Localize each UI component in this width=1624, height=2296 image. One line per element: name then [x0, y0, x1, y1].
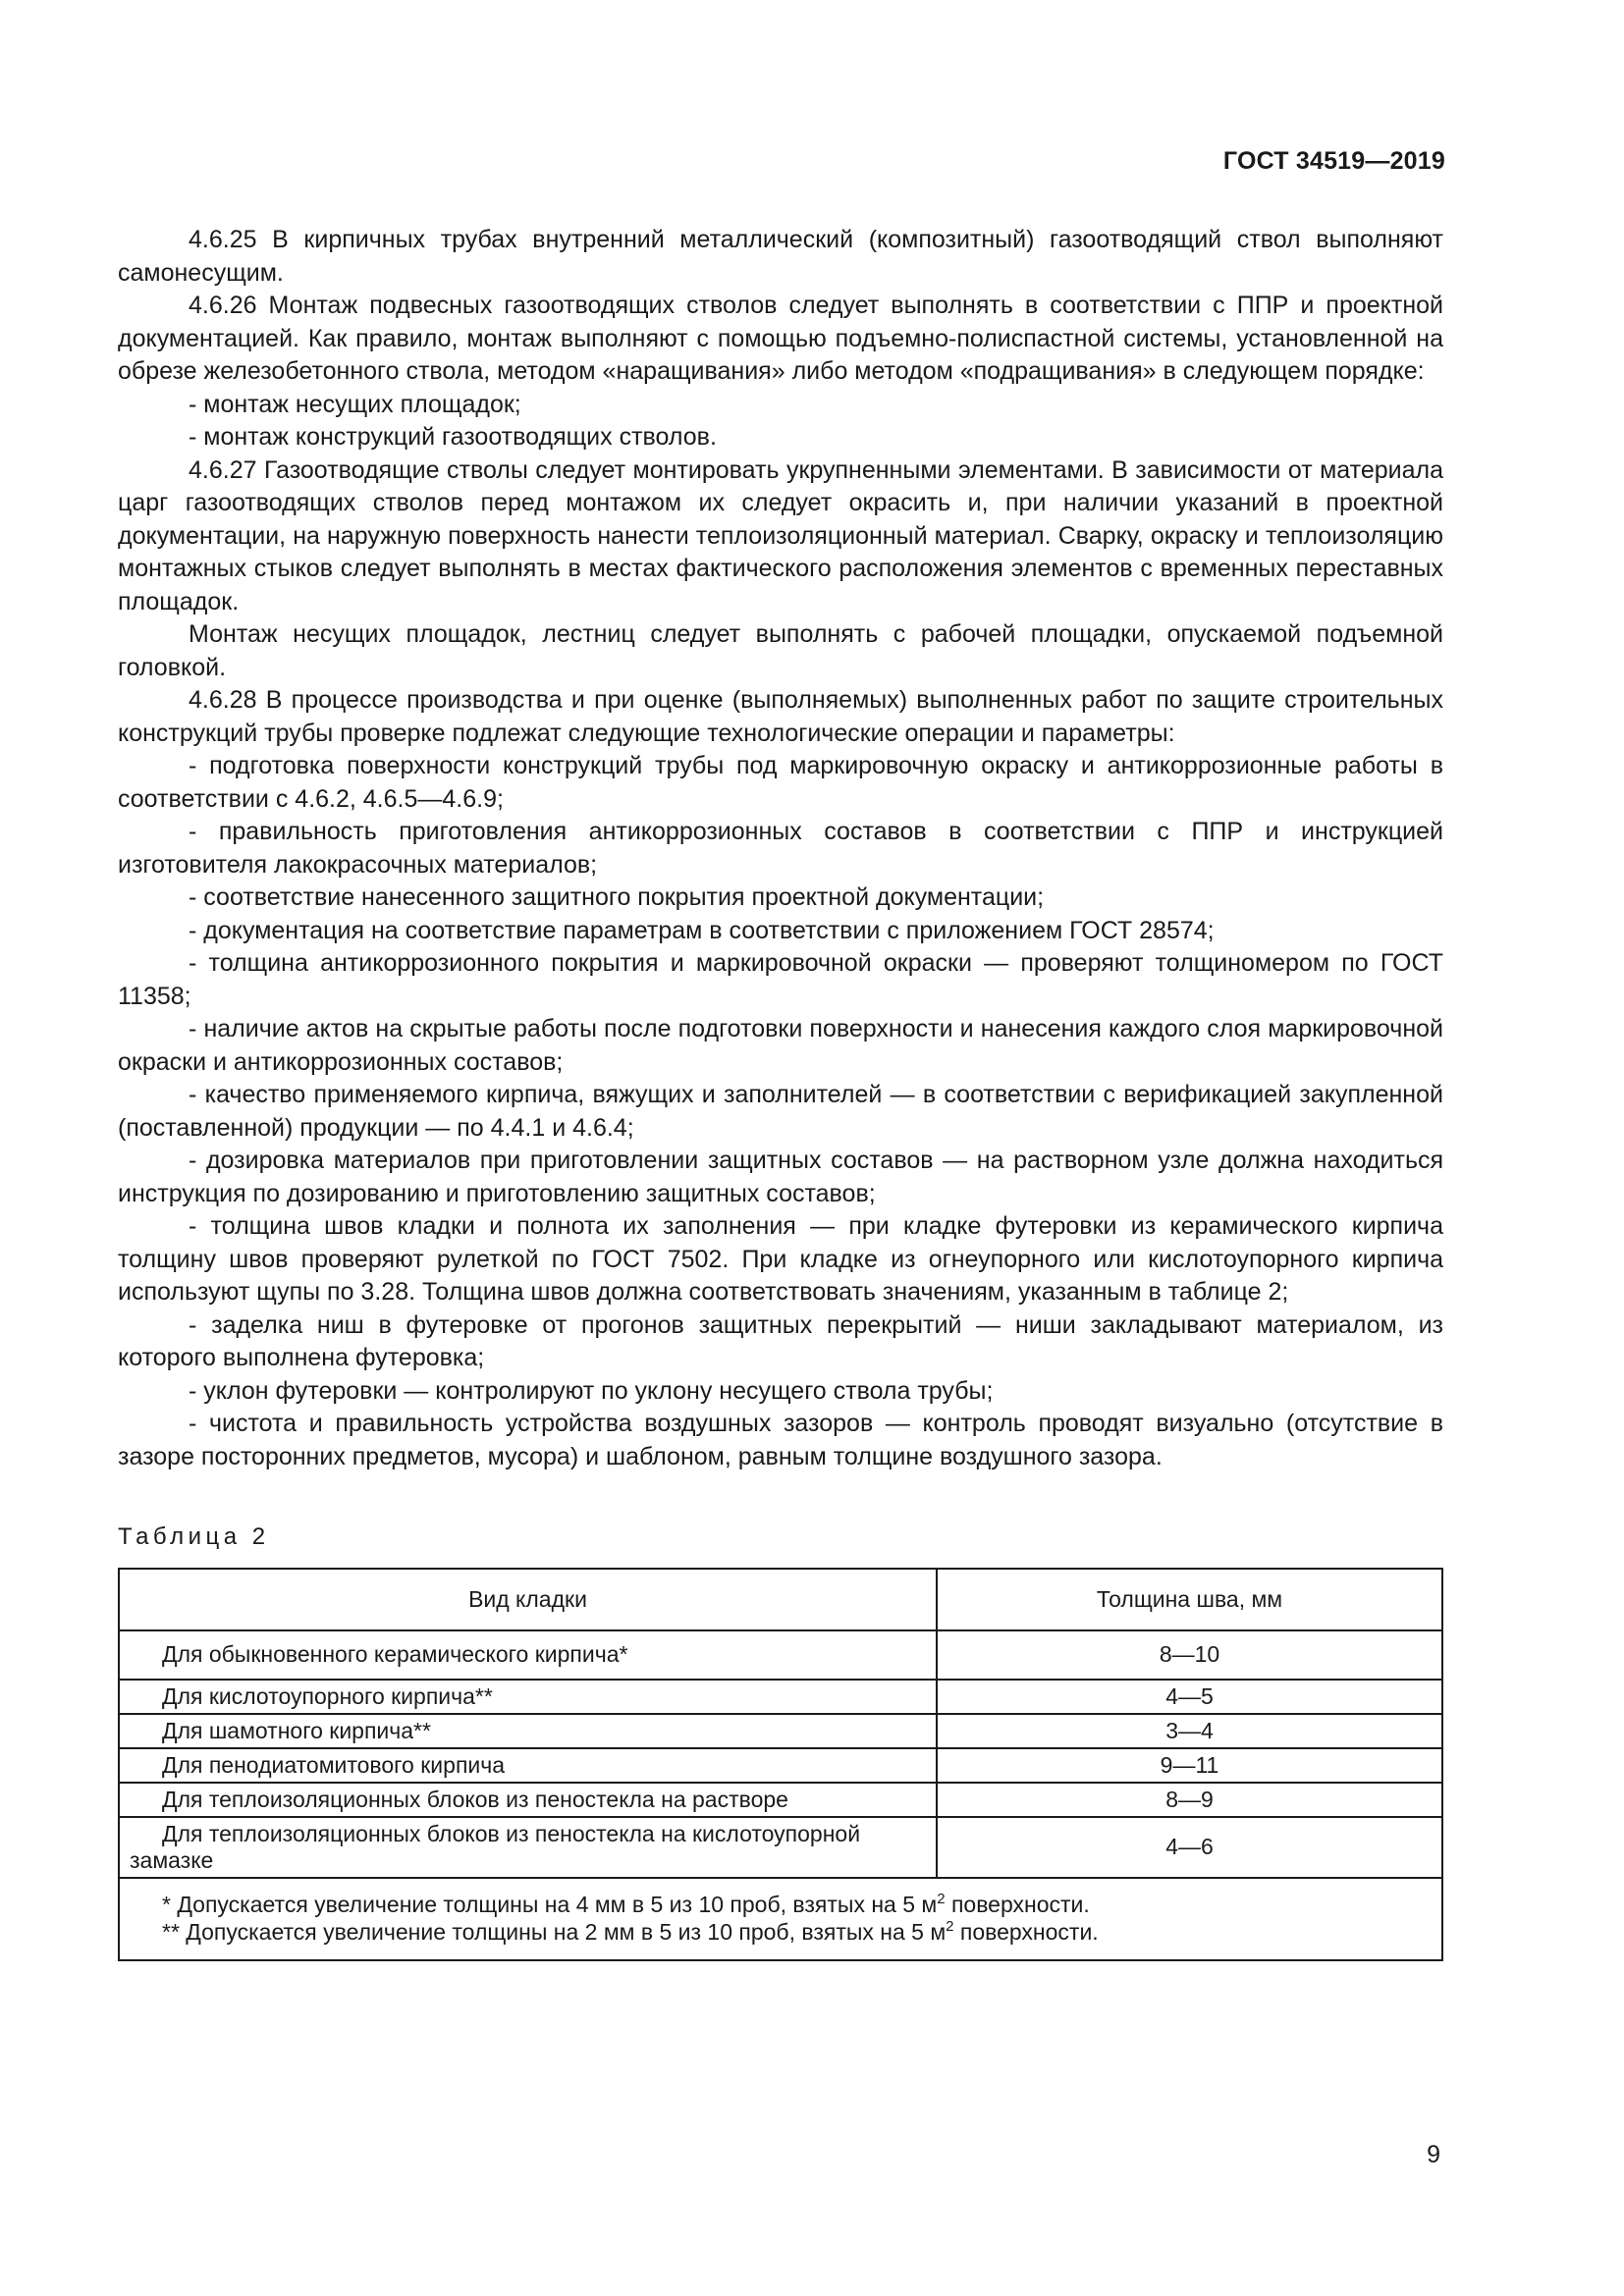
list-item: - наличие актов на скрытые работы после подготовки поверхности и нанесения каждого слоя маркировочной окраски и антикоррозионных составов; [118, 1015, 1443, 1076]
table-row [119, 1680, 1442, 1714]
list-item: - толщина швов кладки и полнота их заполнения — при кладке футеровки из керамического кирпича толщину швов проверяют рулеткой по ГОСТ 7502. При кладке из огнеупорного или кислотоупорного кирпича используют щупы по 3.28. Толщина швов должна соответствовать значениям, указанным в таблице 2; [118, 1212, 1443, 1306]
table-header-joint-thickness: Толщина шва, мм [937, 1569, 1442, 1630]
table-cell-type: Для шамотного кирпича** [119, 1714, 937, 1748]
list-item: - монтаж конструкций газоотводящих стволов. [189, 423, 717, 451]
list-item: - соответствие нанесенного защитного покрытия проектной документации; [189, 883, 1045, 911]
paragraph: 4.6.27 Газоотводящие стволы следует монтировать укрупненными элементами. В зависимости от материала царг газоотводящих стволов перед монтажом их следует окрасить и, при наличии указаний в проектной документации, на наружную поверхность нанести теплоизоляционный материал. Сварку, окраску и теплоизоляцию монтажных стыков следует выполнять в местах фактического расположения элементов с временных переставных площадок. [118, 455, 1443, 615]
paragraph: 4.6.26 Монтаж подвесных газоотводящих стволов следует выполнять в соответствии с ППР и проектной документацией. Как правило, монтаж выполняют с помощью подъемно-полиспастной системы, установленной на обрезе железобетонного ствола, методом «наращивания» либо методом «подращивания» в следующем порядке: [118, 292, 1443, 385]
page-number: 9 [1427, 2141, 1440, 2168]
joint-thickness-table [118, 1568, 1443, 1961]
table-cell-value: 8—9 [937, 1783, 1442, 1817]
list-item: - толщина антикоррозионного покрытия и маркировочной окраски — проверяют толщиномером по ГОСТ 11358; [118, 949, 1443, 1010]
list-item: - качество применяемого кирпича, вяжущих и заполнителей — в соответствии с верификацией закупленной (поставленной) продукции — по 4.4.1 и 4.6.4; [118, 1081, 1443, 1142]
list-item: - чистота и правильность устройства воздушных зазоров — контроль проводят визуально (отсутствие в зазоре посторонних предметов, мусора) и шаблоном, равным толщине воздушного зазора. [118, 1410, 1443, 1470]
list-item: - уклон футеровки — контролируют по уклону несущего ствола трубы; [189, 1376, 994, 1405]
table-row [119, 1714, 1442, 1748]
table-footnote: * Допускается увеличение толщины на 4 мм в 5 из 10 проб, взятых на 5 $м^2$ поверхности. [162, 1890, 1090, 1917]
table-row [119, 1748, 1442, 1783]
list-item: - правильность приготовления антикоррозионных составов в соответствии с ППР и инструкцией изготовителя лакокрасочных материалов; [118, 818, 1443, 879]
table-cell-value: 4—5 [937, 1680, 1442, 1714]
table-cell-type: Для кислотоупорного кирпича** [119, 1680, 937, 1714]
table-row [119, 1630, 1442, 1680]
table-cell-value: 9—11 [937, 1748, 1442, 1783]
list-item: - документация на соответствие параметрам в соответствии с приложением ГОСТ 28574; [189, 916, 1215, 944]
table-cell-value: 4—6 [937, 1817, 1442, 1878]
table-notes [119, 1878, 1442, 1960]
table-row [119, 1783, 1442, 1817]
table-row [119, 1817, 1442, 1878]
document-body [118, 224, 1443, 1961]
table-cell-type: Для теплоизоляционных блоков из пеностекла на кислотоупорной замазке [119, 1817, 937, 1878]
table-notes-row [119, 1878, 1442, 1960]
list-item: - дозировка материалов при приготовлении защитных составов — на растворном узле должна находиться инструкция по дозированию и приготовлению защитных составов; [118, 1147, 1443, 1207]
table-footnote: ** Допускается увеличение толщины на 2 мм в 5 из 10 проб, взятых на 5 $м^2$ поверхности. [162, 1917, 1099, 1945]
table-cell-type: Для теплоизоляционных блоков из пеностекла на растворе [119, 1783, 937, 1817]
table-cell-type: Для обыкновенного керамического кирпича* [119, 1630, 937, 1680]
paragraph: Монтаж несущих площадок, лестниц следует выполнять с рабочей площадки, опускаемой подъемной головкой. [118, 620, 1443, 681]
list-item: - подготовка поверхности конструкций трубы под маркировочную окраску и антикоррозионные работы в соответствии с 4.6.2, 4.6.5—4.6.9; [118, 752, 1443, 813]
table-cell-value: 3—4 [937, 1714, 1442, 1748]
table-caption: Таблица 2 [118, 1523, 270, 1550]
table-header-row [119, 1569, 1442, 1630]
document-code: ГОСТ 34519—2019 [1222, 147, 1445, 175]
paragraph: 4.6.25 В кирпичных трубах внутренний металлический (композитный) газоотводящий ствол выполняют самонесущим. [118, 226, 1443, 287]
list-item: - заделка ниш в футеровке от прогонов защитных перекрытий — ниши закладывают материалом, из которого выполнена футеровка; [118, 1310, 1443, 1371]
table-cell-value: 8—10 [937, 1630, 1442, 1680]
table-header-masonry-type: Вид кладки [119, 1569, 937, 1630]
list-item: - монтаж несущих площадок; [189, 390, 521, 418]
paragraph: 4.6.28 В процессе производства и при оценке (выполняемых) выполненных работ по защите строительных конструкций трубы проверке подлежат следующие технологические операции и параметры: [118, 686, 1443, 747]
table-cell-type: Для пенодиатомитового кирпича [119, 1748, 937, 1783]
